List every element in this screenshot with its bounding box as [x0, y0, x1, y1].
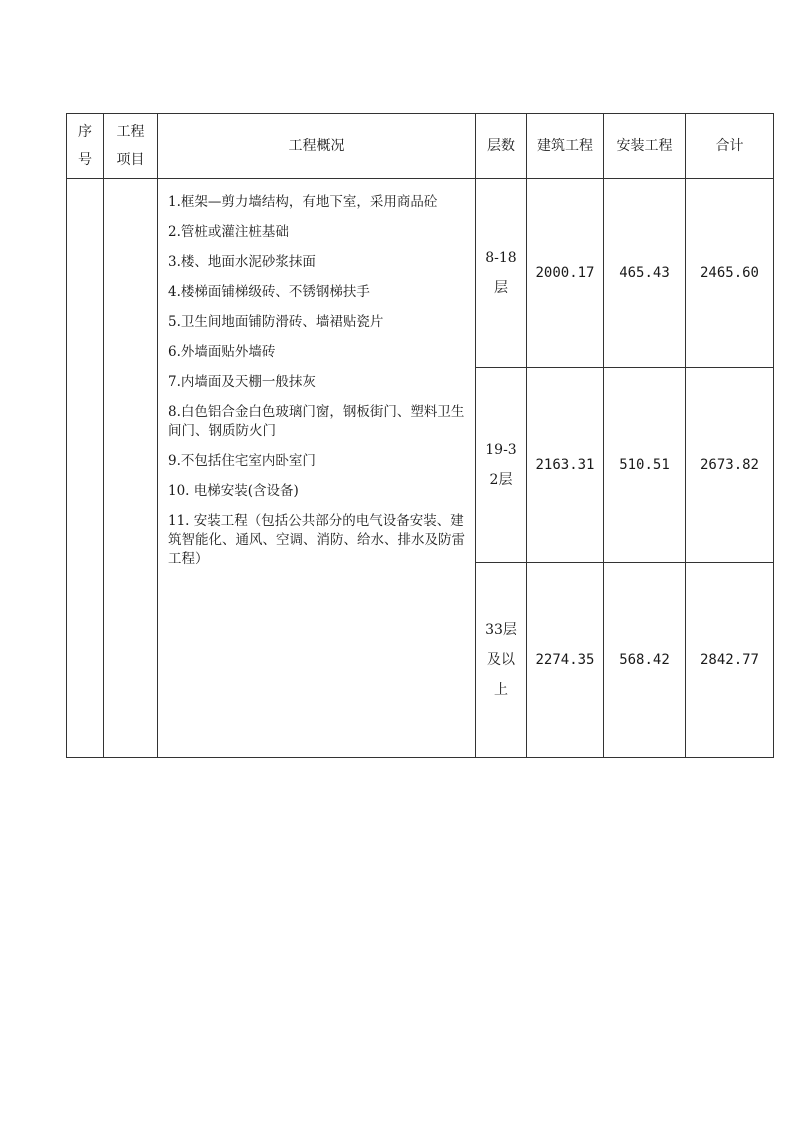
overview-item: 4.楼梯面铺梯级砖、不锈钢梯扶手: [168, 283, 370, 300]
installation-cell: 510.51: [604, 368, 686, 563]
header-seq: 序 号: [67, 114, 104, 179]
overview-item: 11. 安装工程（包括公共部分的电气设备安装、建筑智能化、通风、空调、消防、给水、排水及防雷工程）: [168, 512, 465, 567]
header-installation: 安装工程: [604, 114, 686, 179]
construction-cell: 2163.31: [527, 368, 604, 563]
overview-item: 6.外墙面贴外墙砖: [168, 343, 276, 360]
overview-item: 1.框架—剪力墙结构，有地下室，采用商品砼: [168, 193, 438, 210]
construction-cell: 2274.35: [527, 563, 604, 758]
overview-item: 9.不包括住宅室内卧室门: [168, 452, 316, 469]
project-cell: [104, 179, 158, 758]
floors-cell: 19-3 2层: [476, 368, 527, 563]
overview-item: 5.卫生间地面铺防滑砖、墙裙贴瓷片: [168, 313, 384, 330]
total-cell: 2673.82: [686, 368, 774, 563]
overview-item: 3.楼、地面水泥砂浆抹面: [168, 253, 316, 270]
seq-cell: [67, 179, 104, 758]
floors-cell: 33层 及以 上: [476, 563, 527, 758]
overview-cell: [158, 179, 476, 758]
total-cell: 2465.60: [686, 179, 774, 368]
overview-item: 7.内墙面及天棚一般抹灰: [168, 373, 316, 390]
floors-cell: 8-18 层: [476, 179, 527, 368]
overview-item: 2.管桩或灌注桩基础: [168, 223, 289, 240]
header-total: 合计: [686, 114, 774, 179]
header-row: [67, 114, 774, 179]
total-cell: 2842.77: [686, 563, 774, 758]
header-construction: 建筑工程: [527, 114, 604, 179]
overview-item: 8.白色铝合金白色玻璃门窗，钢板街门、塑料卫生间门、钢质防火门: [168, 403, 465, 439]
overview-item: 10. 电梯安装(含设备): [168, 482, 299, 499]
header-project: 工程 项目: [104, 114, 158, 179]
header-overview: 工程概况: [158, 114, 476, 179]
installation-cell: 465.43: [604, 179, 686, 368]
header-floors: 层数: [476, 114, 527, 179]
construction-cell: 2000.17: [527, 179, 604, 368]
cost-table: [66, 113, 774, 758]
table-row: [67, 179, 774, 368]
installation-cell: 568.42: [604, 563, 686, 758]
